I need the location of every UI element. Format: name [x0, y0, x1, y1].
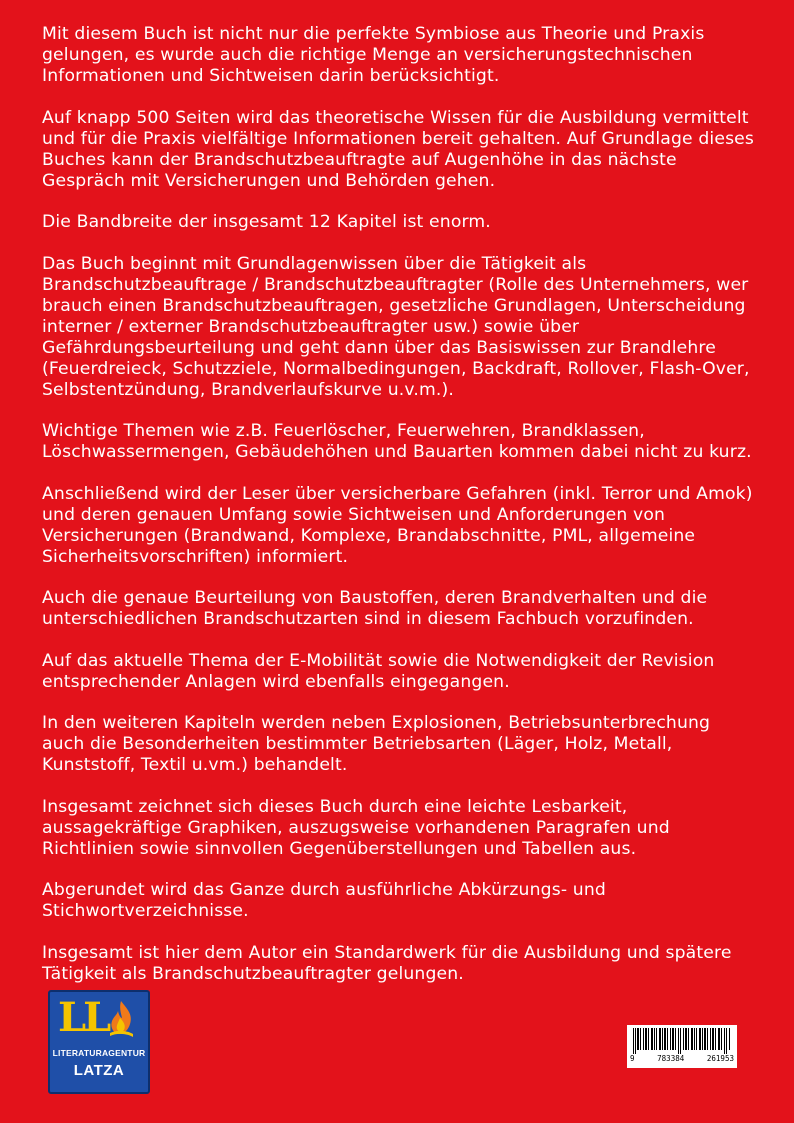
back-cover-text — [42, 24, 758, 1005]
paragraph: Wichtige Themen wie z.B. Feuerlöscher, Feuerwehren, Brandklassen, Löschwassermengen, Gebäudehöhen und Bauarten kommen dabei nicht zu kurz. — [42, 421, 752, 462]
barcode-digit-group1: 783384 — [657, 1054, 685, 1063]
publisher-logo — [48, 990, 150, 1094]
paragraph: Das Buch beginnt mit Grundlagenwissen über die Tätigkeit als Brandschutzbeauftrage / Brandschutzbeauftragter (Rolle des Unternehmers, wer brauch einen Brandschutzbeauftragen, gesetzliche Grundlagen, Unterscheidung interner / externer Brandschutzbeauftragter usw.) sowie über Gefährdungsbeurteilung und geht dann über das Basiswissen zur Brandlehre (Feuerdreieck, Schutzziele, Normalbedingungen, Backdraft, Rollover, Flash-Over, Selbstentzündung, Brandverlaufskurve u.v.m.). — [42, 253, 750, 400]
paragraph: Auch die genaue Beurteilung von Baustoffen, deren Brandverhalten und die unterschiedlichen Brandschutzarten sind in diesem Fachbuch vorzufinden. — [42, 588, 708, 629]
logo-line2: LATZA — [73, 1062, 125, 1079]
logo-line1: LITERATURAGENTUR — [52, 1048, 146, 1058]
barcode-digits — [630, 1054, 734, 1063]
paragraph: In den weiteren Kapiteln werden neben Explosionen, Betriebsunterbrechung auch die Besonderheiten bestimmter Betriebsarten (Läger, Holz, Metall, Kunststoff, Textil u.vm.) behandelt. — [42, 713, 711, 775]
logo-mark: LL — [58, 994, 109, 1041]
paragraph: Insgesamt zeichnet sich dieses Buch durch eine leichte Lesbarkeit, aussagekräftige Graphiken, auszugsweise vorhandenen Paragrafen und Richtlinien sowie sinnvollen Gegenüberstellungen und Tabellen aus. — [42, 796, 670, 859]
isbn-barcode — [627, 1025, 737, 1068]
barcode-icon — [633, 1028, 731, 1054]
paragraph: Auf das aktuelle Thema der E-Mobilität sowie die Notwendigkeit der Revision entsprechender Anlagen wird ebenfalls eingegangen. — [42, 650, 715, 692]
paragraph: Die Bandbreite der insgesamt 12 Kapitel ist enorm. — [42, 212, 491, 232]
paragraph: Insgesamt ist hier dem Autor ein Standardwerk für die Ausbildung und spätere Tätigkeit als Brandschutzbeauftragter gelungen. — [42, 942, 732, 984]
barcode-digit-group2: 261953 — [706, 1054, 734, 1063]
flame-icon — [108, 1000, 134, 1038]
paragraph: Abgerundet wird das Ganze durch ausführliche Abkürzungs- und Stichwortverzeichnisse. — [42, 880, 606, 921]
paragraph: Auf knapp 500 Seiten wird das theoretische Wissen für die Ausbildung vermittelt und für die Praxis vielfältige Informationen bereit gehalten. Auf Grundlage dieses Buches kann der Brandschutzbeauftragte auf Augenhöhe in das nächste Gespräch mit Versicherungen und Behörden gehen. — [42, 107, 755, 191]
paragraph: Anschließend wird der Leser über versicherbare Gefahren (inkl. Terror und Amok) und deren genauen Umfang sowie Sichtweisen und Anforderungen von Versicherungen (Brandwand, Komplexe, Brandabschnitte, PML, allgemeine Sicherheitsvorschriften) informiert. — [42, 483, 753, 567]
paragraph: Mit diesem Buch ist nicht nur die perfekte Symbiose aus Theorie und Praxis gelungen, es wurde auch die richtige Menge an versicherungstechnischen Informationen und Sichtweisen darin berücksichtigt. — [42, 24, 705, 86]
barcode-digit-prefix: 9 — [630, 1054, 635, 1063]
